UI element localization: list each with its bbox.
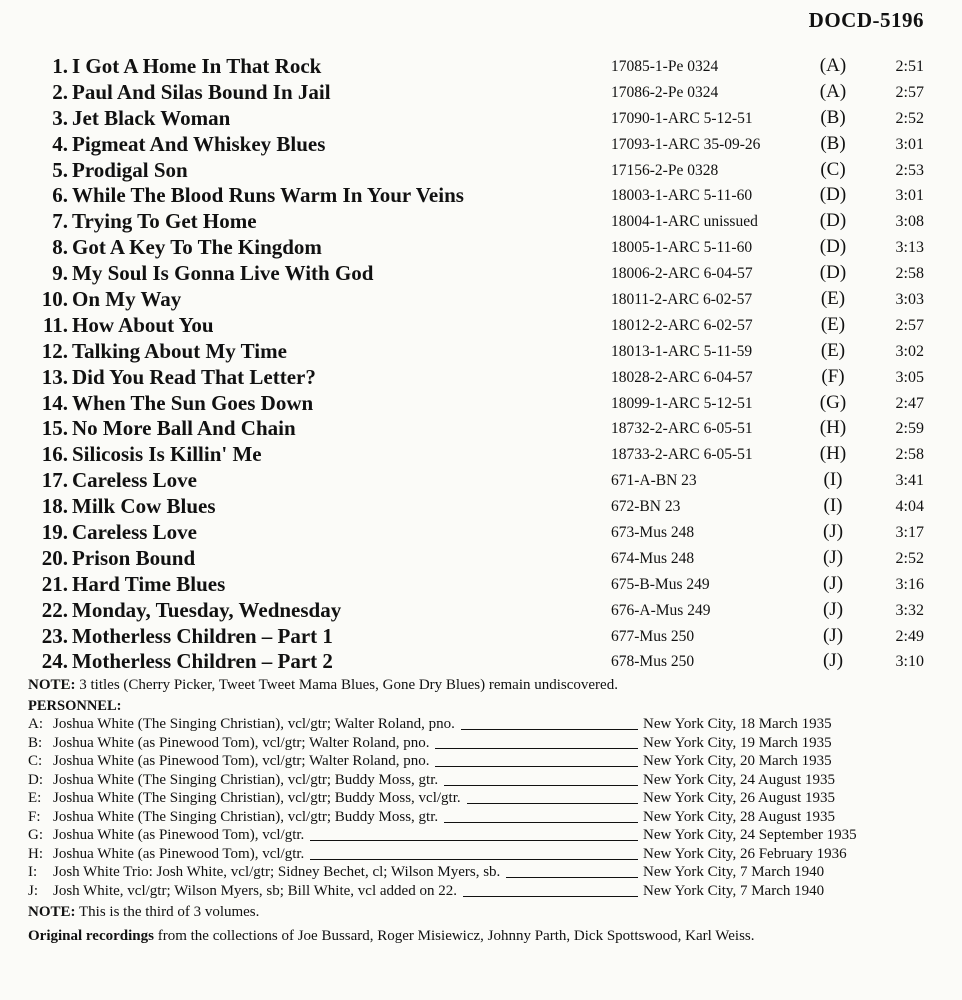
track-row xyxy=(0,182,962,208)
track-row xyxy=(0,519,962,545)
track-number: 10. xyxy=(41,287,68,312)
personnel-row xyxy=(28,753,948,772)
personnel-letter: B: xyxy=(28,734,43,751)
track-time: 3:17 xyxy=(895,524,924,542)
track-title: Careless Love xyxy=(72,520,198,545)
personnel-letter: E: xyxy=(28,790,42,806)
track-session: (J) xyxy=(822,546,844,568)
credits-label: Original recordings xyxy=(28,928,154,944)
track-time: 3:13 xyxy=(895,239,924,257)
track-row xyxy=(0,105,962,131)
personnel-place-date: New York City, 19 March 1935 xyxy=(643,734,832,751)
track-session: (B) xyxy=(820,132,846,154)
track-row xyxy=(0,286,962,312)
track-session: (H) xyxy=(819,417,847,439)
track-matrix: 671-A-BN 23 xyxy=(611,472,697,490)
track-number: 6. xyxy=(52,183,68,208)
track-title: Prodigal Son xyxy=(72,157,188,182)
track-session: (J) xyxy=(822,521,844,543)
personnel-place-date: New York City, 7 March 1940 xyxy=(643,882,825,899)
track-row xyxy=(0,260,962,286)
personnel-place-date: New York City, 26 February 1936 xyxy=(643,845,847,862)
track-row xyxy=(0,53,962,79)
track-time: 2:57 xyxy=(895,83,924,101)
track-time: 2:52 xyxy=(895,109,924,127)
personnel-place-date: New York City, 20 March 1935 xyxy=(643,753,832,769)
track-matrix: 673-Mus 248 xyxy=(611,524,695,542)
track-session: (I) xyxy=(823,469,843,491)
track-time: 2:58 xyxy=(895,265,924,283)
track-time: 2:59 xyxy=(895,420,924,438)
track-title: Silicosis Is Killin' Me xyxy=(72,442,262,467)
track-time: 2:47 xyxy=(895,394,924,412)
track-number: 14. xyxy=(41,390,68,415)
personnel-letter: A: xyxy=(28,716,43,732)
track-session: (E) xyxy=(820,339,846,361)
track-number: 3. xyxy=(52,105,68,130)
track-title: Did You Read That Letter? xyxy=(72,364,316,389)
personnel-letter: G: xyxy=(28,827,43,843)
track-title: My Soul Is Gonna Live With God xyxy=(72,261,374,286)
track-title: On My Way xyxy=(72,287,182,312)
personnel-description: Joshua White (The Singing Christian), vcl/gtr; Buddy Moss, gtr. xyxy=(53,771,439,788)
track-row xyxy=(0,208,962,234)
track-matrix: 675-B-Mus 249 xyxy=(611,575,710,593)
track-title: Hard Time Blues xyxy=(72,571,226,596)
track-title: Prison Bound xyxy=(72,545,196,570)
track-number: 1. xyxy=(52,54,68,78)
track-session: (G) xyxy=(819,391,847,413)
track-matrix: 17156-2-Pe 0328 xyxy=(611,161,719,179)
track-time: 2:53 xyxy=(895,161,924,179)
track-title: Motherless Children – Part 1 xyxy=(72,623,333,648)
personnel-description: Joshua White (The Singing Christian), vcl/gtr; Buddy Moss, gtr. xyxy=(53,808,439,825)
track-matrix: 17093-1-ARC 35-09-26 xyxy=(611,135,761,153)
track-time: 2:58 xyxy=(895,446,924,464)
track-row xyxy=(0,390,962,416)
note-label: NOTE: xyxy=(28,904,76,920)
personnel-description: Josh White, vcl/gtr; Wilson Myers, sb; Bill White, vcl added on 22. xyxy=(53,882,457,899)
leader-line xyxy=(310,840,638,841)
track-title: I Got A Home In That Rock xyxy=(72,54,322,78)
track-time: 4:04 xyxy=(895,498,924,516)
track-session: (D) xyxy=(819,210,847,232)
track-session: (D) xyxy=(819,184,847,206)
track-title: While The Blood Runs Warm In Your Veins xyxy=(72,183,464,208)
track-list xyxy=(0,53,962,674)
track-time: 2:52 xyxy=(895,549,924,567)
track-session: (J) xyxy=(822,650,844,672)
track-number: 16. xyxy=(41,442,68,467)
track-time: 3:02 xyxy=(895,342,924,360)
track-title: No More Ball And Chain xyxy=(72,416,296,441)
track-title: When The Sun Goes Down xyxy=(72,390,314,415)
credits-text: from the collections of Joe Bussard, Roger Misiewicz, Johnny Parth, Dick Spottswood, Karl Weiss. xyxy=(153,928,755,944)
track-session: (J) xyxy=(822,624,844,646)
track-row xyxy=(0,234,962,260)
track-number: 7. xyxy=(52,209,68,234)
track-row xyxy=(0,441,962,467)
track-row xyxy=(0,623,962,649)
track-title: Careless Love xyxy=(72,468,198,493)
track-matrix: 18011-2-ARC 6-02-57 xyxy=(611,291,753,309)
track-session: (F) xyxy=(821,365,845,387)
personnel-row xyxy=(28,809,948,828)
track-session: (I) xyxy=(823,495,843,517)
track-number: 24. xyxy=(41,649,68,674)
personnel-letter: I: xyxy=(28,864,38,880)
personnel-row xyxy=(28,790,948,809)
track-time: 3:16 xyxy=(895,575,924,593)
track-title: Milk Cow Blues xyxy=(72,494,216,519)
track-time: 3:01 xyxy=(895,187,924,205)
leader-line xyxy=(435,766,638,767)
track-row xyxy=(0,571,962,597)
track-number: 22. xyxy=(41,597,68,622)
track-row xyxy=(0,545,962,571)
personnel-row xyxy=(28,846,948,865)
track-matrix: 17086-2-Pe 0324 xyxy=(611,83,719,101)
track-number: 4. xyxy=(52,131,68,156)
personnel-description: Joshua White (as Pinewood Tom), vcl/gtr. xyxy=(53,827,305,843)
track-number: 13. xyxy=(41,364,68,389)
track-matrix: 18099-1-ARC 5-12-51 xyxy=(611,394,753,412)
track-matrix: 18028-2-ARC 6-04-57 xyxy=(611,368,753,386)
track-number: 23. xyxy=(41,623,68,648)
personnel-description: Joshua White (as Pinewood Tom), vcl/gtr; Walter Roland, pno. xyxy=(53,753,430,769)
track-matrix: 18012-2-ARC 6-02-57 xyxy=(611,316,753,334)
track-time: 3:01 xyxy=(895,135,924,153)
credits xyxy=(28,928,908,945)
track-matrix: 674-Mus 248 xyxy=(611,549,695,567)
personnel-description: Josh White Trio: Josh White, vcl/gtr; Sidney Bechet, cl; Wilson Myers, sb. xyxy=(53,864,501,880)
track-title: Trying To Get Home xyxy=(72,209,257,234)
track-title: How About You xyxy=(72,312,214,337)
personnel-description: Joshua White (The Singing Christian), vcl/gtr; Buddy Moss, vcl/gtr. xyxy=(53,790,461,806)
track-number: 15. xyxy=(41,416,68,441)
track-time: 3:32 xyxy=(895,601,924,619)
leader-line xyxy=(444,785,638,786)
personnel-letter: J: xyxy=(28,882,39,899)
track-session: (J) xyxy=(822,598,844,620)
track-time: 3:10 xyxy=(895,653,924,671)
track-number: 20. xyxy=(41,545,68,570)
personnel-letter: F: xyxy=(28,808,41,825)
track-number: 11. xyxy=(42,312,68,337)
track-title: Talking About My Time xyxy=(72,338,287,363)
track-time: 3:08 xyxy=(895,213,924,231)
track-session: (J) xyxy=(822,572,844,594)
track-number: 2. xyxy=(52,79,68,104)
track-number: 21. xyxy=(41,571,68,596)
track-matrix: 18003-1-ARC 5-11-60 xyxy=(611,187,753,205)
track-matrix: 18733-2-ARC 6-05-51 xyxy=(611,446,753,464)
note-volumes xyxy=(28,904,259,921)
track-matrix: 18005-1-ARC 5-11-60 xyxy=(611,239,753,257)
personnel-row xyxy=(28,864,948,883)
track-number: 8. xyxy=(52,235,68,260)
track-session: (B) xyxy=(820,106,846,128)
track-time: 2:49 xyxy=(895,627,924,645)
track-row xyxy=(0,79,962,105)
track-number: 12. xyxy=(41,338,68,363)
leader-line xyxy=(435,748,638,749)
track-matrix: 676-A-Mus 249 xyxy=(611,601,711,619)
personnel-place-date: New York City, 24 September 1935 xyxy=(643,827,857,843)
track-number: 19. xyxy=(41,520,68,545)
track-session: (H) xyxy=(819,443,847,465)
personnel-letter: H: xyxy=(28,845,43,862)
track-matrix: 18006-2-ARC 6-04-57 xyxy=(611,265,753,283)
track-session: (E) xyxy=(820,313,846,335)
track-number: 18. xyxy=(41,494,68,519)
personnel-place-date: New York City, 7 March 1940 xyxy=(643,864,825,880)
personnel-description: Joshua White (as Pinewood Tom), vcl/gtr; Walter Roland, pno. xyxy=(53,734,430,751)
track-row xyxy=(0,131,962,157)
track-title: Jet Black Woman xyxy=(72,105,231,130)
track-matrix: 18013-1-ARC 5-11-59 xyxy=(611,342,753,360)
track-time: 3:41 xyxy=(895,472,924,490)
track-session: (A) xyxy=(819,80,847,102)
leader-line xyxy=(461,729,638,730)
track-row xyxy=(0,415,962,441)
personnel-letter: C: xyxy=(28,753,43,769)
catalog-number: DOCD-5196 xyxy=(808,8,924,32)
leader-line xyxy=(444,822,638,823)
track-session: (E) xyxy=(820,288,846,310)
track-number: 5. xyxy=(52,157,68,182)
track-session: (D) xyxy=(819,236,847,258)
personnel-heading: PERSONNEL: xyxy=(28,698,122,714)
track-row xyxy=(0,338,962,364)
personnel-place-date: New York City, 26 August 1935 xyxy=(643,790,835,806)
track-matrix: 17085-1-Pe 0324 xyxy=(611,58,719,75)
personnel-place-date: New York City, 18 March 1935 xyxy=(643,716,832,732)
track-session: (D) xyxy=(819,262,847,284)
track-time: 3:05 xyxy=(895,368,924,386)
leader-line xyxy=(506,877,638,878)
track-title: Monday, Tuesday, Wednesday xyxy=(72,597,342,622)
track-title: Pigmeat And Whiskey Blues xyxy=(72,131,326,156)
personnel-description: Joshua White (as Pinewood Tom), vcl/gtr. xyxy=(53,845,305,862)
track-time: 2:51 xyxy=(895,58,924,75)
track-matrix: 17090-1-ARC 5-12-51 xyxy=(611,109,753,127)
track-time: 3:03 xyxy=(895,291,924,309)
personnel-row xyxy=(28,716,948,735)
note-text: This is the third of 3 volumes. xyxy=(75,904,260,920)
track-session: (C) xyxy=(820,158,846,180)
track-row xyxy=(0,312,962,338)
track-row xyxy=(0,597,962,623)
track-row xyxy=(0,493,962,519)
leader-line xyxy=(463,896,638,897)
personnel-description: Joshua White (The Singing Christian), vcl/gtr; Walter Roland, pno. xyxy=(53,716,455,732)
personnel-place-date: New York City, 24 August 1935 xyxy=(643,771,835,788)
personnel-row xyxy=(28,735,948,754)
note-label: NOTE: xyxy=(28,677,76,693)
track-row xyxy=(0,157,962,183)
personnel-row xyxy=(28,883,948,902)
track-matrix: 18004-1-ARC unissued xyxy=(611,213,758,231)
track-row xyxy=(0,467,962,493)
note-undiscovered xyxy=(28,677,618,694)
track-matrix: 18732-2-ARC 6-05-51 xyxy=(611,420,753,438)
note-text: 3 titles (Cherry Picker, Tweet Tweet Mama Blues, Gone Dry Blues) remain undiscovered. xyxy=(75,677,618,693)
personnel-letter: D: xyxy=(28,771,43,788)
personnel-row xyxy=(28,772,948,791)
personnel-row xyxy=(28,827,948,846)
track-time: 2:57 xyxy=(895,316,924,334)
track-session: (A) xyxy=(819,55,847,76)
track-row xyxy=(0,364,962,390)
track-number: 9. xyxy=(52,261,68,286)
personnel-place-date: New York City, 28 August 1935 xyxy=(643,808,835,825)
track-matrix: 677-Mus 250 xyxy=(611,627,695,645)
track-row xyxy=(0,648,962,674)
track-number: 17. xyxy=(41,468,68,493)
track-title: Motherless Children – Part 2 xyxy=(72,649,333,674)
personnel-list xyxy=(28,716,948,901)
leader-line xyxy=(467,803,638,804)
leader-line xyxy=(310,859,638,860)
track-matrix: 672-BN 23 xyxy=(611,498,681,516)
track-title: Got A Key To The Kingdom xyxy=(72,235,322,260)
track-matrix: 678-Mus 250 xyxy=(611,653,695,671)
track-title: Paul And Silas Bound In Jail xyxy=(72,79,331,104)
